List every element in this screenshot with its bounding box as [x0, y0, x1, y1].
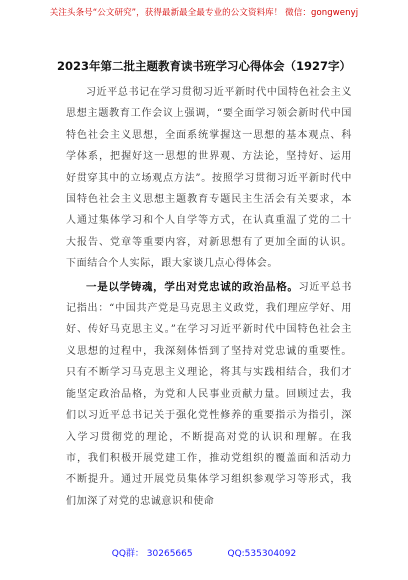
section-1-paragraph	[66, 277, 352, 512]
document-title: 2023年第二批主题教育读书班学习心得体会（1927字）	[56, 59, 351, 73]
section-1-heading: 一是以学铸魂，学出对党忠诚的政治品格。	[86, 280, 299, 293]
section-1-text: 习近平总书记指出：“中国共产党是马克思主义政党，我们理应学好、用好、传好马克思主义。”在学习习近平新时代中国特色社会主义思想的过程中，我深刻体悟到了坚持对党忠诚的重要性。只有不断学习马克思主义理论，将其与实践相结合，我们才能坚定政治品格，为党和人民事业贡献力量。回顾过去，我们以习近平总书记关于强化党性修养的重要指示为指引，深入学习贯彻党的理论，不断提高对党的认识和理解。在我市，我们积极开展党建工作，推动党组织的覆盖面和活动力不断提升。通过开展党员集体学习组织参观学习等形式，我们加深了对党的忠诚意识和使命	[66, 281, 353, 507]
header-banner: 关注头条号“公文研究”，获得最新最全最专业的公文资料库！ 微信：gongwenyj	[49, 8, 359, 18]
document-body	[66, 82, 352, 512]
footer-qq: QQ:535304092	[227, 549, 297, 559]
footer-qq-group: QQ群： 30265665	[111, 549, 193, 559]
footer-contact	[0, 546, 408, 559]
intro-paragraph: 习近平总书记在学习贯彻习近平新时代中国特色社会主义思想主题教育工作会议上强调，“要全面学习领会新时代中国特色社会主义思想，全面系统掌握这一思想的基本观点、科学体系，把握好这一思想的世界观、方法论，坚持好、运用好贯穿其中的立场观点方法”。按照学习贯彻习近平新时代中国特色社会主义思想主题教育专题民主生活会有关要求，本人通过集体学习和个人自学等方式，在认真重温了党的二十大报告、党章等重要内容，对新思想有了更加全面的认识。下面结合个人实际，跟大家谈几点心得体会。	[66, 87, 352, 270]
